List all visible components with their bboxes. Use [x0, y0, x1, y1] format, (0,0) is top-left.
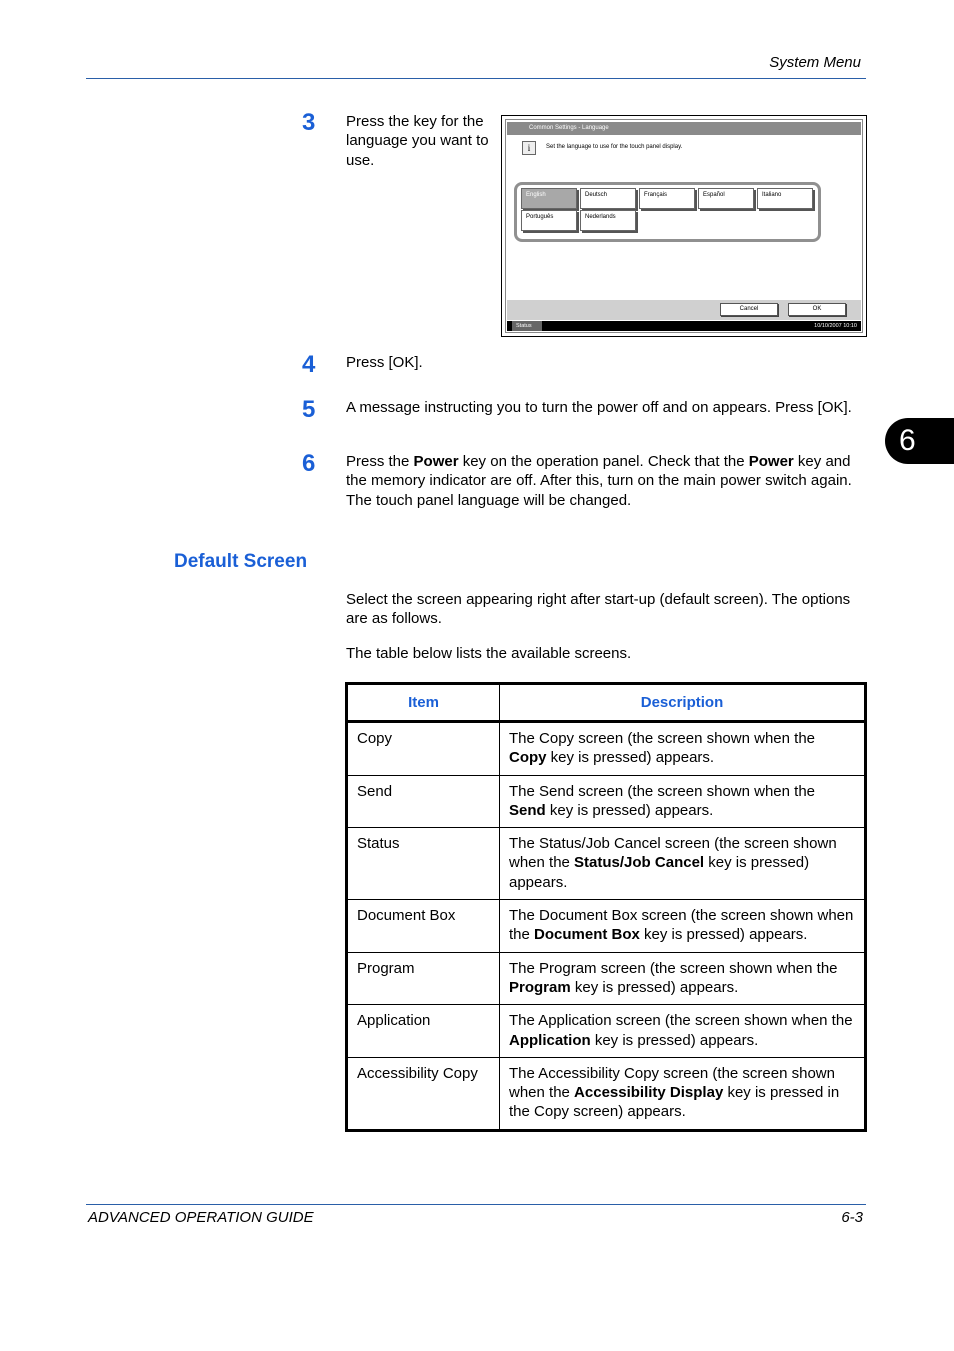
language-settings-screenshot	[501, 115, 867, 337]
step-text: A message instructing you to turn the power off and on appears. Press [OK].	[346, 399, 852, 416]
key-name: Application	[509, 1031, 591, 1049]
cell-item: Document Box	[347, 900, 500, 953]
section-intro: Select the screen appearing right after start-up (default screen). The options are as follows.	[346, 591, 851, 628]
cell-description	[500, 722, 866, 776]
description-text: The Accessibility Copy screen (the screen shown when the	[509, 1064, 835, 1102]
cancel-button[interactable]: Cancel	[720, 303, 778, 316]
status-bar	[507, 321, 861, 331]
key-name: Copy	[509, 749, 547, 767]
description-text: key is pressed in the Copy screen) appears.	[509, 1084, 840, 1121]
cell-description	[500, 775, 866, 828]
step-text-part: key and the memory indicator are off. After this, turn on the main power switch again.	[346, 453, 852, 490]
key-name: Status/Job Cancel	[574, 854, 705, 872]
step-number: 5	[302, 396, 316, 423]
table-header-row	[347, 684, 866, 722]
step-text: Press [OK].	[346, 354, 423, 371]
cell-item: Send	[347, 775, 500, 828]
info-icon: i	[522, 141, 536, 155]
description-text: key is pressed) appears.	[570, 978, 739, 996]
description-text: The Program screen (the screen shown when the	[509, 959, 838, 977]
key-name: Program	[509, 978, 571, 996]
screenshot-inner	[505, 119, 863, 333]
description-text: key is pressed) appears.	[509, 854, 810, 891]
cell-description	[500, 952, 866, 1005]
language-button-portugues[interactable]: Português	[521, 210, 577, 231]
running-header: System Menu	[769, 54, 861, 71]
footer-guide-title: ADVANCED OPERATION GUIDE	[88, 1209, 314, 1226]
language-button-espanol[interactable]: Español	[698, 188, 754, 209]
description-text: key is pressed) appears.	[545, 801, 714, 819]
cell-description	[500, 900, 866, 953]
step-number: 3	[302, 109, 316, 136]
step-text	[346, 452, 866, 510]
language-button-francais[interactable]: Français	[639, 188, 695, 209]
key-name: Power	[748, 453, 794, 470]
table-row	[347, 828, 866, 900]
step-text: Press the key for the language you want to use.	[346, 113, 489, 169]
page-number: 6-3	[841, 1209, 863, 1226]
cell-item: Copy	[347, 722, 500, 776]
language-button-deutsch[interactable]: Deutsch	[580, 188, 636, 209]
section-title: Default Screen	[174, 551, 308, 572]
cell-item: Program	[347, 952, 500, 1005]
language-button-english[interactable]: English	[521, 188, 577, 209]
description-text: key is pressed) appears.	[639, 926, 808, 944]
screen-title-bar: Common Settings - Language	[507, 122, 861, 135]
ok-button[interactable]: OK	[788, 303, 846, 316]
language-button-italiano[interactable]: Italiano	[757, 188, 813, 209]
cell-item: Accessibility Copy	[347, 1057, 500, 1130]
table-row	[347, 900, 866, 953]
cell-item: Application	[347, 1005, 500, 1058]
table-intro: The table below lists the available screens.	[346, 645, 632, 662]
key-name: Accessibility Display	[574, 1084, 724, 1102]
column-header-item: Item	[347, 684, 500, 722]
status-button[interactable]: Status	[512, 321, 542, 331]
default-screen-table	[345, 682, 867, 1132]
table-row	[347, 775, 866, 828]
description-text: The Application screen (the screen shown when the	[509, 1012, 853, 1030]
table-body	[347, 722, 866, 1131]
step-number: 4	[302, 351, 316, 378]
key-name: Send	[509, 801, 546, 819]
table-row	[347, 1057, 866, 1130]
description-text: The Document Box screen (the screen shown when the	[509, 907, 854, 944]
step-number: 6	[302, 450, 316, 477]
cell-item: Status	[347, 828, 500, 900]
header-rule	[86, 78, 866, 79]
table-row	[347, 1005, 866, 1058]
table-row	[347, 722, 866, 776]
cell-description	[500, 1005, 866, 1058]
step-text-part: key on the operation panel. Check that the	[458, 453, 749, 470]
key-name: Power	[413, 453, 459, 470]
cell-description	[500, 1057, 866, 1130]
column-header-description: Description	[500, 684, 866, 722]
description-text: The Copy screen (the screen shown when the	[509, 730, 815, 747]
info-text: Set the language to use for the touch panel display.	[546, 144, 683, 150]
description-text: The Send screen (the screen shown when the	[509, 782, 816, 800]
chapter-tab: 6	[885, 418, 954, 464]
key-name: Document Box	[534, 926, 640, 944]
step-text-part: Press the	[346, 453, 414, 470]
language-button-nederlands[interactable]: Nederlands	[580, 210, 636, 231]
description-text: key is pressed) appears.	[546, 749, 715, 767]
screen-bottom-bar	[507, 300, 861, 320]
table-row	[347, 952, 866, 1005]
description-text: key is pressed) appears.	[590, 1031, 759, 1049]
description-text: The Status/Job Cancel screen (the screen shown when the	[509, 835, 837, 872]
date-time: 10/10/2007 10:10	[814, 323, 857, 329]
cell-description	[500, 828, 866, 900]
step-text-result: The touch panel language will be changed.	[346, 491, 632, 509]
footer-rule	[86, 1204, 866, 1205]
language-options	[514, 182, 821, 242]
